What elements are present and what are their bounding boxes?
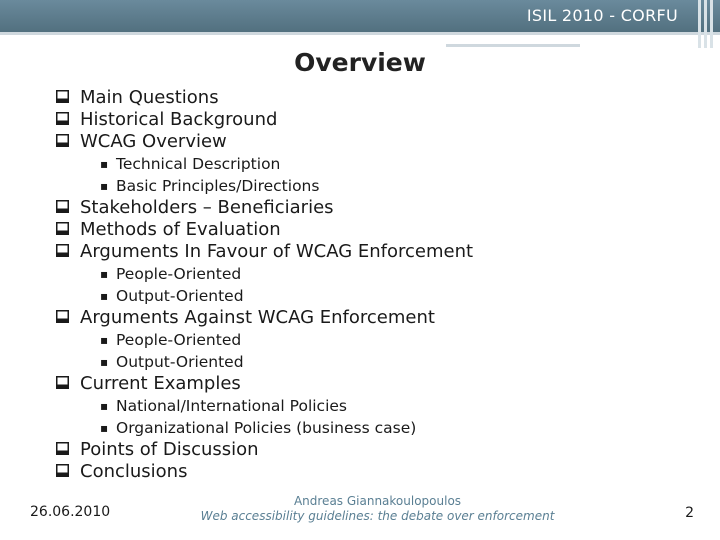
footer-author: Andreas Giannakoulopoulos — [293, 494, 462, 508]
sub-list-item — [56, 285, 473, 307]
list-item-text: Organizational Policies (business case) — [116, 419, 417, 437]
square-bullet-icon: ▪ — [100, 333, 109, 347]
header-decoration — [710, 0, 713, 48]
checkbox-bullet-icon — [56, 134, 69, 147]
list-item-text: People-Oriented — [116, 265, 242, 283]
slide-title: Overview — [294, 48, 426, 77]
list-item-text: WCAG Overview — [80, 131, 227, 152]
list-item — [56, 439, 473, 461]
list-item-text: Conclusions — [80, 461, 188, 482]
square-bullet-icon: ▪ — [100, 289, 109, 303]
header-bar — [0, 0, 720, 32]
list-item — [56, 307, 473, 329]
checkbox-bullet-icon — [56, 442, 69, 455]
list-item-text: Arguments Against WCAG Enforcement — [80, 307, 435, 328]
list-item-text: Output-Oriented — [116, 353, 244, 371]
list-item-text: Methods of Evaluation — [80, 219, 281, 240]
checkbox-bullet-icon — [56, 90, 69, 103]
list-item-text: Current Examples — [80, 373, 241, 394]
list-item-text: Basic Principles/Directions — [116, 177, 320, 195]
title-underline — [446, 44, 580, 47]
list-item — [56, 87, 473, 109]
sub-list-item — [56, 153, 473, 175]
sub-list-item — [56, 263, 473, 285]
list-item-text: Output-Oriented — [116, 287, 244, 305]
list-item — [56, 241, 473, 263]
sub-list-item — [56, 175, 473, 197]
checkbox-bullet-icon — [56, 112, 69, 125]
sub-list-item — [56, 329, 473, 351]
checkbox-bullet-icon — [56, 200, 69, 213]
list-item-text: National/International Policies — [116, 397, 347, 415]
list-item — [56, 197, 473, 219]
page-number: 2 — [685, 505, 694, 521]
list-item — [56, 219, 473, 241]
footer-date: 26.06.2010 — [30, 504, 111, 520]
list-item-text: Points of Discussion — [80, 439, 259, 460]
checkbox-bullet-icon — [56, 464, 69, 477]
checkbox-bullet-icon — [56, 244, 69, 257]
square-bullet-icon: ▪ — [100, 179, 109, 193]
header-decoration — [704, 0, 707, 48]
header-underline — [0, 32, 720, 35]
checkbox-bullet-icon — [56, 376, 69, 389]
list-item-text: Main Questions — [80, 87, 219, 108]
list-item — [56, 461, 473, 483]
footer-center — [195, 494, 560, 524]
list-item-text: Technical Description — [116, 155, 281, 173]
list-item — [56, 373, 473, 395]
footer-subtitle: Web accessibility guidelines: the debate over enforcement — [200, 509, 555, 523]
list-item-text: People-Oriented — [116, 331, 242, 349]
square-bullet-icon: ▪ — [100, 157, 109, 171]
header-decoration — [698, 0, 701, 48]
square-bullet-icon: ▪ — [100, 421, 109, 435]
sub-list-item — [56, 417, 473, 439]
sub-list-item — [56, 351, 473, 373]
square-bullet-icon: ▪ — [100, 399, 109, 413]
checkbox-bullet-icon — [56, 222, 69, 235]
list-item — [56, 109, 473, 131]
square-bullet-icon: ▪ — [100, 267, 109, 281]
overview-list — [56, 87, 473, 483]
sub-list-item — [56, 395, 473, 417]
list-item-text: Historical Background — [80, 109, 278, 130]
list-item-text: Arguments In Favour of WCAG Enforcement — [80, 241, 474, 262]
list-item — [56, 131, 473, 153]
square-bullet-icon: ▪ — [100, 355, 109, 369]
header-text: ISIL 2010 - CORFU — [526, 6, 678, 25]
list-item-text: Stakeholders – Beneficiaries — [80, 197, 334, 218]
checkbox-bullet-icon — [56, 310, 69, 323]
